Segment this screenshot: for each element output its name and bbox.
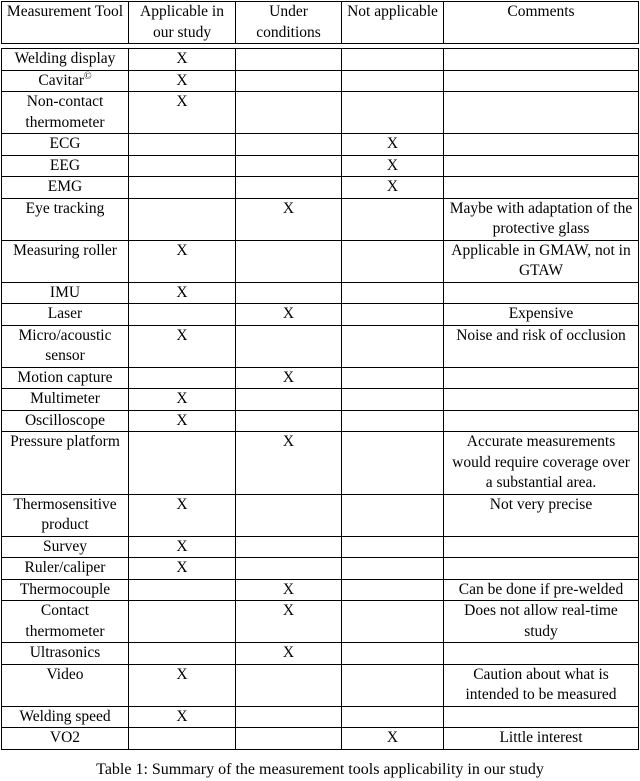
under-conditions-cell <box>236 432 342 495</box>
tool-cell <box>2 494 129 536</box>
not-applicable-cell <box>342 536 444 558</box>
applicable-cell <box>129 70 236 92</box>
comment-cell <box>444 664 639 706</box>
applicable-cell <box>129 536 236 558</box>
under-conditions-cell <box>236 536 342 558</box>
table-row <box>2 240 639 282</box>
table-row <box>2 155 639 177</box>
comment-cell-text: Applicable in GMAW, not in GTAW <box>451 241 631 279</box>
not-applicable-cell-text: X <box>386 178 399 195</box>
comment-cell <box>444 410 639 432</box>
under-conditions-cell <box>236 494 342 536</box>
applicable-cell <box>129 494 236 536</box>
applicable-cell <box>129 134 236 156</box>
comment-cell <box>444 367 639 389</box>
table-row <box>2 367 639 389</box>
not-applicable-cell <box>342 198 444 240</box>
header-not-applicable: Not applicable <box>342 2 444 44</box>
not-applicable-cell <box>342 706 444 728</box>
table-row <box>2 325 639 367</box>
not-applicable-cell <box>342 494 444 536</box>
tool-cell <box>2 558 129 580</box>
comment-cell <box>444 558 639 580</box>
comment-cell <box>444 325 639 367</box>
table-header <box>2 2 639 49</box>
under-conditions-cell-text: X <box>282 644 295 661</box>
not-applicable-cell <box>342 134 444 156</box>
comment-cell <box>444 643 639 665</box>
under-conditions-cell <box>236 198 342 240</box>
under-conditions-cell-text: X <box>282 602 295 619</box>
tool-cell <box>2 155 129 177</box>
tool-cell <box>2 410 129 432</box>
header-row <box>2 2 639 44</box>
applicable-cell-text: X <box>176 411 188 429</box>
not-applicable-cell-text: X <box>386 156 399 174</box>
applicable-cell <box>129 432 236 495</box>
tool-cell-text: Measuring roller <box>13 241 117 259</box>
applicable-cell-text: X <box>176 283 188 301</box>
comment-cell <box>444 728 639 750</box>
under-conditions-cell-text: X <box>282 368 295 386</box>
tool-cell-text: Contact thermometer <box>25 602 105 640</box>
under-conditions-cell <box>236 367 342 389</box>
applicable-cell <box>129 706 236 728</box>
comment-cell-text: Caution about what is intended to be measured <box>465 665 617 703</box>
not-applicable-cell <box>342 70 444 92</box>
tool-cell-text: Welding display <box>14 50 116 67</box>
table-row <box>2 643 639 665</box>
comment-cell-text: Not very precise <box>489 495 593 513</box>
table-row <box>2 558 639 580</box>
not-applicable-cell <box>342 325 444 367</box>
applicable-cell-text: X <box>176 665 188 683</box>
tool-cell <box>2 389 129 411</box>
comment-cell <box>444 389 639 411</box>
under-conditions-cell <box>236 92 342 134</box>
tool-cell-text: EMG <box>47 178 83 195</box>
tool-cell <box>2 536 129 558</box>
applicable-cell-text: X <box>176 390 188 407</box>
applicable-cell <box>129 728 236 750</box>
table-row <box>2 432 639 495</box>
applicable-cell <box>129 240 236 282</box>
under-conditions-cell <box>236 155 342 177</box>
under-conditions-cell <box>236 706 342 728</box>
under-conditions-cell <box>236 177 342 199</box>
comment-cell <box>444 240 639 282</box>
tool-cell <box>2 70 129 92</box>
comment-cell-text: Accurate measurements would require coverage over a substantial area. <box>452 433 630 491</box>
applicable-cell-text: X <box>176 326 188 344</box>
applicable-cell <box>129 389 236 411</box>
tool-cell-text: Survey <box>43 537 87 555</box>
table-caption: Table 1: Summary of the measurement tools applicability in our study <box>96 761 544 778</box>
table-row <box>2 282 639 304</box>
not-applicable-cell <box>342 601 444 643</box>
tool-cell-text: Ruler/caliper <box>24 559 106 576</box>
under-conditions-cell <box>236 728 342 750</box>
tool-cell-text: Non-contact thermometer <box>25 93 105 131</box>
applicable-cell <box>129 664 236 706</box>
applicable-cell <box>129 155 236 177</box>
tool-cell-text: Multimeter <box>30 390 100 407</box>
applicable-cell <box>129 643 236 665</box>
table-row <box>2 706 639 728</box>
under-conditions-cell <box>236 325 342 367</box>
comment-cell <box>444 432 639 495</box>
not-applicable-cell <box>342 643 444 665</box>
tool-cell <box>2 134 129 156</box>
not-applicable-cell <box>342 579 444 601</box>
not-applicable-cell <box>342 177 444 199</box>
table-row <box>2 579 639 601</box>
tool-cell <box>2 432 129 495</box>
under-conditions-cell <box>236 664 342 706</box>
comment-cell-text: Noise and risk of occlusion <box>456 326 626 344</box>
under-conditions-cell <box>236 282 342 304</box>
table-body <box>2 49 639 750</box>
header-measurement-tool: Measurement Tool <box>2 2 129 44</box>
under-conditions-cell-text: X <box>282 305 295 322</box>
tool-cell-text: VO2 <box>49 729 81 746</box>
table-row <box>2 664 639 706</box>
tool-cell-text: Cavitar <box>38 71 84 89</box>
applicable-cell-text: X <box>176 71 188 89</box>
under-conditions-cell-text: X <box>282 580 295 598</box>
tool-cell <box>2 49 129 71</box>
under-conditions-cell-text: X <box>282 199 295 217</box>
under-conditions-cell <box>236 643 342 665</box>
not-applicable-cell <box>342 304 444 326</box>
applicable-cell <box>129 304 236 326</box>
under-conditions-cell <box>236 601 342 643</box>
applicable-cell <box>129 92 236 134</box>
tool-cell <box>2 304 129 326</box>
tool-cell <box>2 601 129 643</box>
header-under-conditions: Under conditions <box>236 2 342 44</box>
tool-cell-text: Pressure platform <box>10 433 120 450</box>
tool-cell <box>2 198 129 240</box>
applicable-cell-text: X <box>176 93 188 110</box>
table-row <box>2 70 639 92</box>
comment-cell <box>444 706 639 728</box>
comment-cell <box>444 70 639 92</box>
under-conditions-cell <box>236 134 342 156</box>
tool-cell-text: Eye tracking <box>25 199 105 217</box>
table-row <box>2 134 639 156</box>
tool-cell <box>2 177 129 199</box>
applicable-cell <box>129 367 236 389</box>
comment-cell <box>444 155 639 177</box>
table-row <box>2 494 639 536</box>
tool-cell <box>2 367 129 389</box>
comment-cell <box>444 304 639 326</box>
comment-cell-text: Expensive <box>508 305 574 322</box>
table-row <box>2 389 639 411</box>
comment-cell-text: Maybe with adaptation of the protective glass <box>449 199 633 237</box>
tool-cell-text: Laser <box>47 305 83 322</box>
applicable-cell-text: X <box>176 707 188 725</box>
comment-cell-text: Can be done if pre-welded <box>458 580 624 598</box>
comment-cell <box>444 579 639 601</box>
tool-cell <box>2 92 129 134</box>
table-row <box>2 536 639 558</box>
comment-cell <box>444 494 639 536</box>
not-applicable-cell <box>342 367 444 389</box>
applicable-cell <box>129 601 236 643</box>
not-applicable-cell <box>342 49 444 71</box>
under-conditions-cell <box>236 70 342 92</box>
tool-cell-text: IMU <box>49 283 81 301</box>
applicable-cell <box>129 325 236 367</box>
copyright-mark: © <box>84 70 92 82</box>
table-row <box>2 177 639 199</box>
applicable-cell-text: X <box>176 241 188 259</box>
not-applicable-cell <box>342 410 444 432</box>
applicable-cell <box>129 579 236 601</box>
table-row <box>2 49 639 71</box>
tool-cell <box>2 325 129 367</box>
table-row <box>2 304 639 326</box>
table-row <box>2 601 639 643</box>
tool-cell-text: Motion capture <box>17 368 113 386</box>
applicable-cell <box>129 558 236 580</box>
header-applicable: Applicable in our study <box>129 2 236 44</box>
tool-cell <box>2 728 129 750</box>
comment-cell <box>444 92 639 134</box>
table-row <box>2 92 639 134</box>
measurement-tools-table <box>1 1 639 750</box>
tool-cell <box>2 664 129 706</box>
not-applicable-cell <box>342 282 444 304</box>
tool-cell <box>2 240 129 282</box>
applicable-cell-text: X <box>176 537 188 555</box>
comment-cell <box>444 134 639 156</box>
comment-cell-text: Does not allow real-time study <box>464 602 618 640</box>
tool-cell-text: Welding speed <box>19 707 111 725</box>
applicable-cell <box>129 198 236 240</box>
tool-cell-text: ECG <box>49 135 81 152</box>
header-comments: Comments <box>444 2 639 44</box>
applicable-cell-text: X <box>176 495 188 513</box>
applicable-cell-text: X <box>176 50 188 67</box>
comment-cell <box>444 49 639 71</box>
not-applicable-cell <box>342 155 444 177</box>
under-conditions-cell-text: X <box>282 433 295 450</box>
table-row <box>2 198 639 240</box>
tool-cell-text: Thermosensitive product <box>13 495 117 533</box>
comment-cell <box>444 536 639 558</box>
applicable-cell-text: X <box>176 559 188 576</box>
not-applicable-cell <box>342 240 444 282</box>
tool-cell-text: Thermocouple <box>19 580 111 598</box>
tool-cell-text: Ultrasonics <box>29 644 101 661</box>
comment-cell <box>444 601 639 643</box>
table-row <box>2 410 639 432</box>
applicable-cell <box>129 49 236 71</box>
not-applicable-cell-text: X <box>386 135 399 152</box>
measurement-tools-table-wrapper <box>1 1 638 750</box>
under-conditions-cell <box>236 49 342 71</box>
not-applicable-cell-text: X <box>386 729 399 746</box>
not-applicable-cell <box>342 92 444 134</box>
applicable-cell <box>129 410 236 432</box>
under-conditions-cell <box>236 389 342 411</box>
not-applicable-cell <box>342 389 444 411</box>
tool-cell <box>2 643 129 665</box>
applicable-cell <box>129 177 236 199</box>
tool-cell <box>2 282 129 304</box>
tool-cell-text: Micro/acoustic sensor <box>18 326 112 364</box>
tool-cell-text: Video <box>46 665 84 683</box>
table-row <box>2 728 639 750</box>
comment-cell <box>444 282 639 304</box>
comment-cell <box>444 177 639 199</box>
tool-cell-text: EEG <box>49 156 81 174</box>
comment-cell-text: Little interest <box>499 729 583 746</box>
tool-cell-text: Oscilloscope <box>24 411 106 429</box>
not-applicable-cell <box>342 728 444 750</box>
tool-cell <box>2 579 129 601</box>
not-applicable-cell <box>342 432 444 495</box>
under-conditions-cell <box>236 304 342 326</box>
under-conditions-cell <box>236 558 342 580</box>
under-conditions-cell <box>236 579 342 601</box>
not-applicable-cell <box>342 558 444 580</box>
tool-cell <box>2 706 129 728</box>
not-applicable-cell <box>342 664 444 706</box>
applicable-cell <box>129 282 236 304</box>
comment-cell <box>444 198 639 240</box>
under-conditions-cell <box>236 410 342 432</box>
under-conditions-cell <box>236 240 342 282</box>
